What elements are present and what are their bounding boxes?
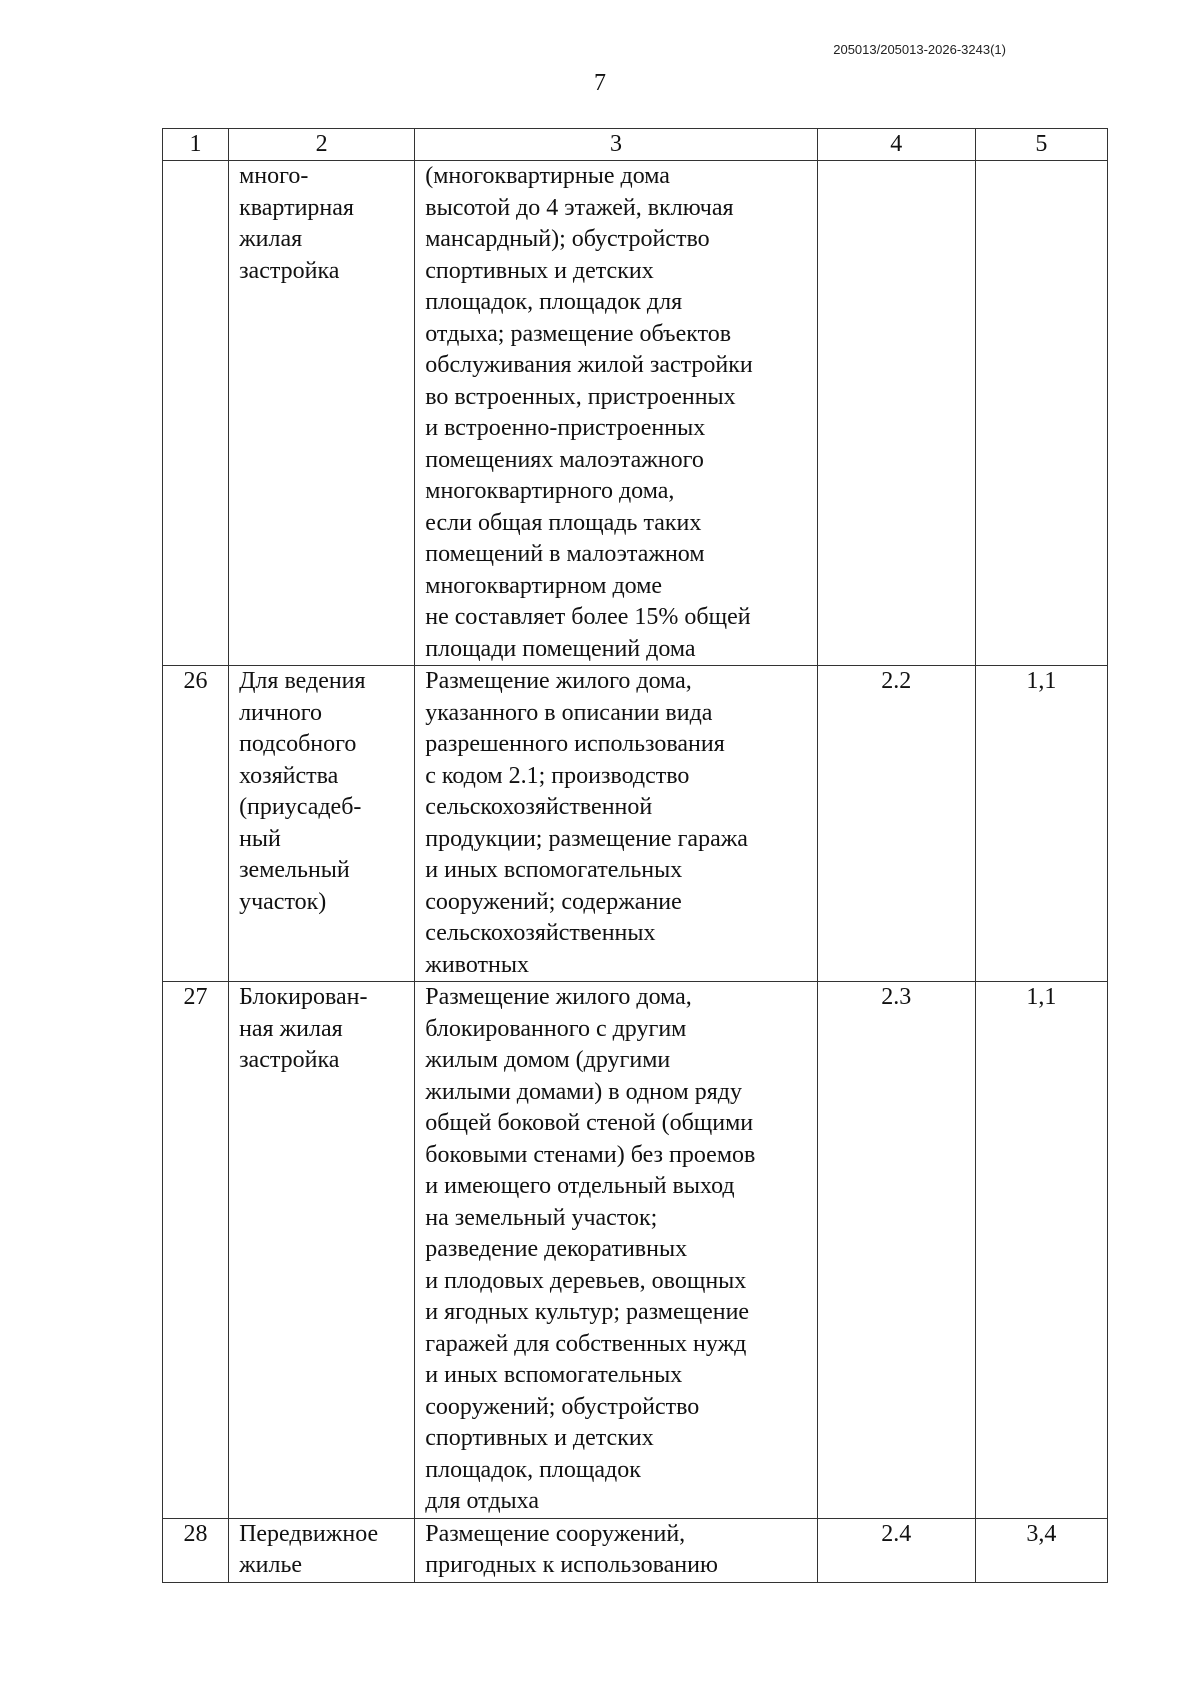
use-type-value: 1,1 (975, 982, 1107, 1519)
table-row (163, 161, 1108, 666)
row-number (163, 161, 229, 666)
column-header: 2 (229, 129, 415, 161)
column-header: 5 (975, 129, 1107, 161)
row-number: 26 (163, 666, 229, 982)
use-type-name: много- квартирная жилая застройка (229, 161, 415, 666)
use-type-code: 2.3 (817, 982, 975, 1519)
table-row (163, 666, 1108, 982)
column-header: 1 (163, 129, 229, 161)
use-type-description: Размещение сооружений, пригодных к использованию (415, 1518, 817, 1582)
column-header: 3 (415, 129, 817, 161)
use-type-name: Передвижное жилье (229, 1518, 415, 1582)
use-type-name: Для ведения личного подсобного хозяйства (приусадеб- ный земельный участок) (229, 666, 415, 982)
use-type-code: 2.4 (817, 1518, 975, 1582)
column-header: 4 (817, 129, 975, 161)
table-row (163, 982, 1108, 1519)
row-number: 27 (163, 982, 229, 1519)
use-type-description: Размещение жилого дома, указанного в описании вида разрешенного использования с кодом 2.1; производство сельскохозяйственной продукции; размещение гаража и иных вспомогательных сооружений; содержание сельскохозяйственных животных (415, 666, 817, 982)
use-type-value: 1,1 (975, 666, 1107, 982)
land-use-table (162, 128, 1108, 1583)
use-type-code (817, 161, 975, 666)
use-type-name: Блокирован- ная жилая застройка (229, 982, 415, 1519)
document-id: 205013/205013-2026-3243(1) (833, 42, 1006, 57)
use-type-code: 2.2 (817, 666, 975, 982)
use-type-description: (многоквартирные дома высотой до 4 этажей, включая мансардный); обустройство спортивных и детских площадок, площадок для отдыха; размещение объектов обслуживания жилой застройки во встроенных, пристроенных и встроенно-пристроенных помещениях малоэтажного многоквартирного дома, если общая площадь таких помещений в малоэтажном многоквартирном доме не составляет более 15% общей площади помещений дома (415, 161, 817, 666)
page-number: 7 (594, 70, 606, 96)
table-row (163, 1518, 1108, 1582)
use-type-value (975, 161, 1107, 666)
use-type-value: 3,4 (975, 1518, 1107, 1582)
row-number: 28 (163, 1518, 229, 1582)
use-type-description: Размещение жилого дома, блокированного с другим жилым домом (другими жилыми домами) в одном ряду общей боковой стеной (общими боковыми стенами) без проемов и имеющего отдельный выход на земельный участок; разведение декоративных и плодовых деревьев, овощных и ягодных культур; размещение гаражей для собственных нужд и иных вспомогательных сооружений; обустройство спортивных и детских площадок, площадок для отдыха (415, 982, 817, 1519)
column-number-row (163, 129, 1108, 161)
